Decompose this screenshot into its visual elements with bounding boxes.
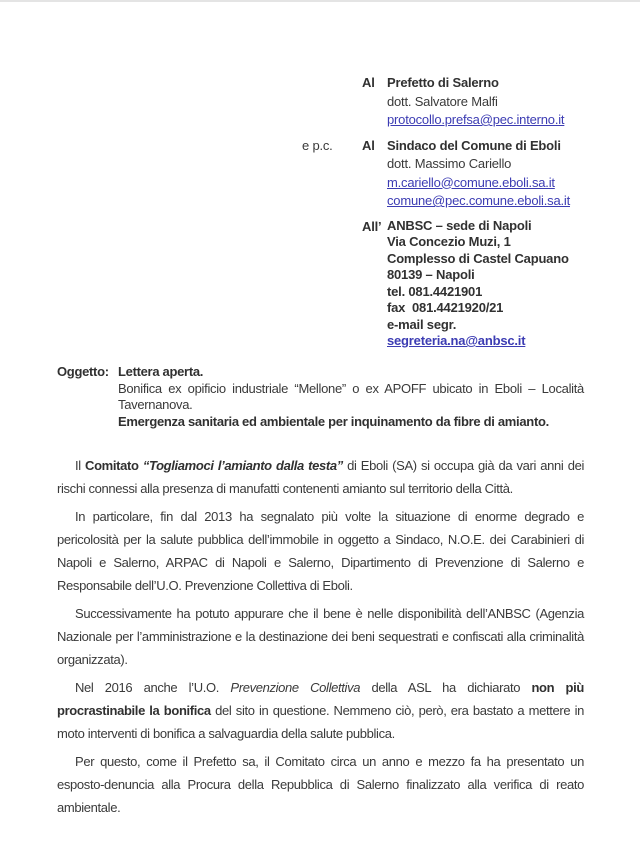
body-paragraph-1 [57, 454, 584, 500]
recipient-title: ANBSC – sede di Napoli [387, 217, 532, 233]
body-run: Prevenzione Collettiva [230, 680, 361, 695]
email-link-prefetto[interactable]: protocollo.prefsa@pec.interno.it [387, 112, 565, 127]
to-label: Al [362, 137, 375, 153]
subject-line-3: Tavernanova. [118, 397, 193, 412]
pc-label: e p.c. [302, 137, 333, 153]
recipient-title: Prefetto di Salerno [387, 75, 499, 90]
letter-body [57, 454, 584, 824]
to-label: All’ [362, 218, 382, 234]
recipient-fax: fax 081.4421920/21 [387, 300, 504, 315]
to-label: Al [362, 75, 375, 90]
pc-spacer [302, 218, 362, 350]
body-paragraph-5: Per questo, come il Prefetto sa, il Comitato circa un anno e mezzo fa ha presentato un esposto-denuncia alla Procura della Repubblica di Salerno finalizzato alla verifica di reato ambientale. [57, 754, 584, 815]
email-label: e-mail segr. [387, 316, 460, 332]
subject-block [57, 364, 584, 430]
recipient-person: dott. Salvatore Malfi [387, 93, 498, 109]
email-link-anbsc[interactable]: segreteria.na@anbsc.it [387, 333, 526, 348]
subject-line-2: Bonifica ex opificio industriale “Mellone” o ex APOFF ubicato in Eboli – Località [118, 380, 584, 396]
recipient-prefetto [302, 74, 592, 130]
recipient-person: dott. Massimo Cariello [387, 156, 512, 171]
body-paragraph-3: Successivamente ha potuto appurare che il bene è nelle disponibilità dell’ANBSC (Agenzia Nazionale per l’amministrazione e la destinazione dei beni sequestrati e confiscati alla criminalità organizzata). [57, 606, 584, 667]
body-paragraph-4 [57, 676, 584, 745]
body-paragraph-2: In particolare, fin dal 2013 ha segnalato più volte la situazione di enorme degrado e pericolosità per la salute pubblica dell’immobile in oggetto a Sindaco, N.O.E. dei Carabinieri di Napoli e Salerno, ARPAC di Napoli e Salerno, Dipartimento di Prevenzione di Salerno e Responsabile dell’U.O. Prevenzione Collettiva di Eboli. [57, 509, 584, 593]
subject-line-4: Emergenza sanitaria ed ambientale per inquinamento da fibre di amianto. [118, 413, 549, 429]
recipient-block [302, 74, 592, 357]
body-run: di Eboli (SA) si occupa già da vari anni dei rischi connessi alla presenza di manufatti contenenti amianto sul territorio della Città. [57, 458, 585, 496]
email-link-sindaco-1[interactable]: m.cariello@comune.eboli.sa.it [387, 174, 555, 190]
body-run: Nel 2016 anche l’U.O. [75, 680, 231, 695]
recipient-email-line [387, 317, 592, 350]
recipient-details [387, 137, 592, 211]
recipient-title: Sindaco del Comune di Eboli [387, 137, 561, 153]
pc-spacer [302, 74, 362, 130]
body-run: non più procrastinabile la bonifica [57, 680, 585, 718]
subject-label: Oggetto: [57, 364, 109, 379]
recipient-details [387, 218, 592, 350]
recipient-sindaco [302, 137, 592, 211]
body-run: Comitato [85, 458, 143, 473]
subject-line-1: Lettera aperta. [118, 364, 204, 379]
body-run: della ASL ha dichiarato [360, 680, 532, 695]
recipient-address-line: Via Concezio Muzi, 1 [387, 234, 511, 249]
body-run: “Togliamoci l’amianto dalla testa” [142, 458, 343, 473]
email-link-sindaco-2[interactable]: comune@pec.comune.eboli.sa.it [387, 193, 570, 208]
subject-content [118, 364, 584, 430]
body-run: Il [75, 458, 86, 473]
recipient-anbsc [302, 218, 592, 350]
recipient-address-line: Complesso di Castel Capuano [387, 250, 569, 266]
recipient-address-line: 80139 – Napoli [387, 267, 475, 282]
recipient-phone: tel. 081.4421901 [387, 283, 483, 299]
recipient-details [387, 74, 592, 130]
body-run: del sito in questione. Nemmeno ciò, però, era bastato a mettere in moto interventi di bonifica a salvaguardia della salute pubblica. [57, 703, 584, 741]
